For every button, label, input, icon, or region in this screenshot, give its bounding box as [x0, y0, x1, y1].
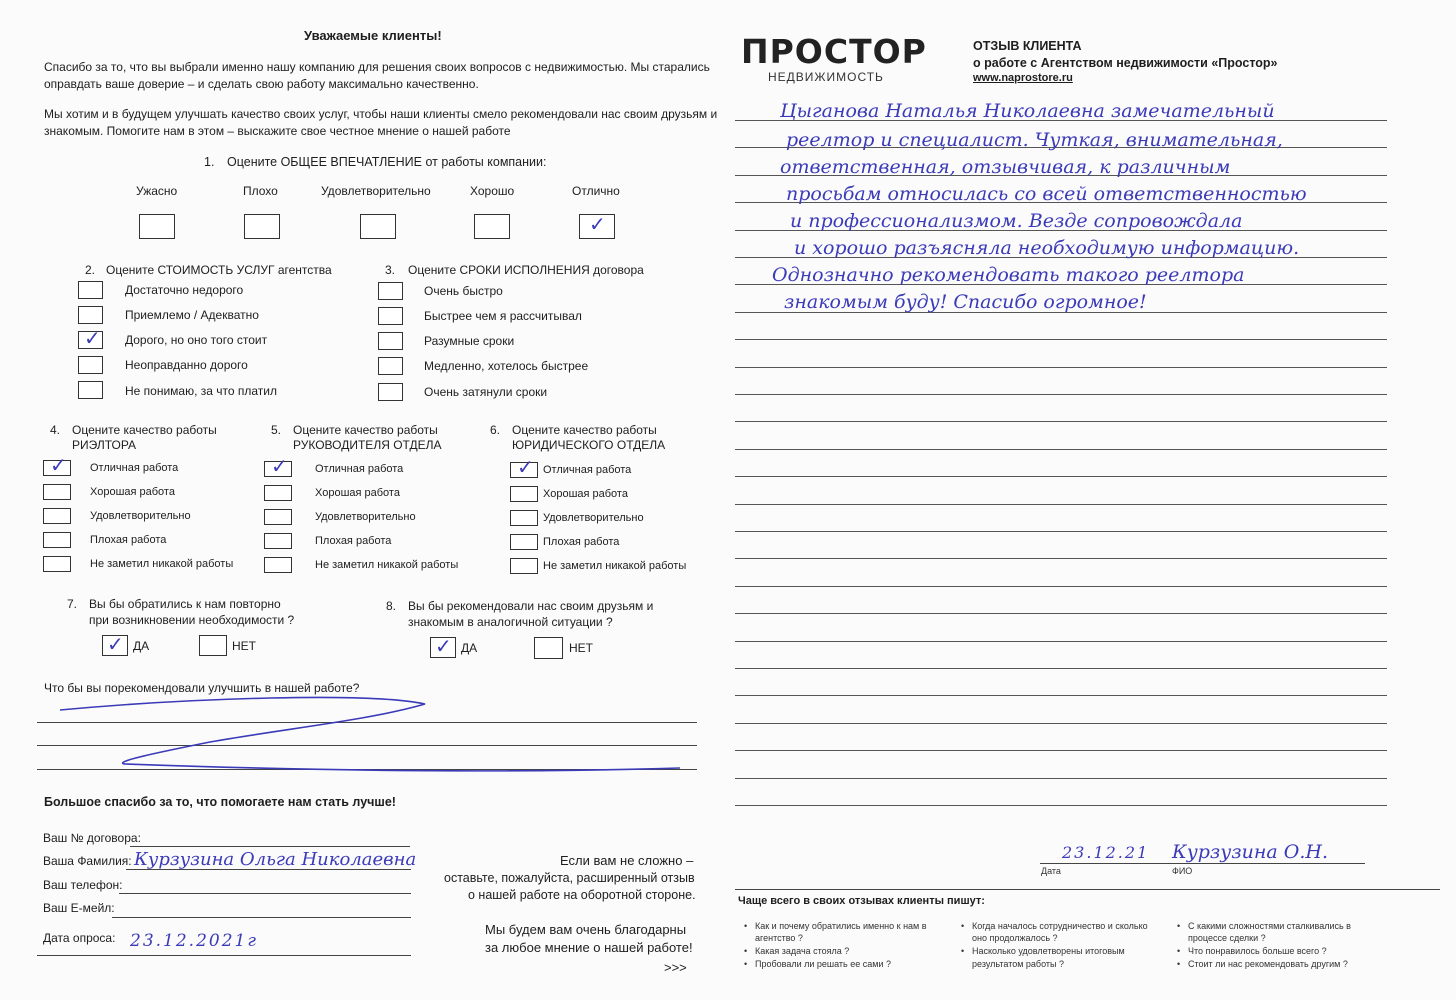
- review-rule-line[interactable]: [735, 641, 1387, 642]
- often-col1-3: Какая задача стояла ?: [755, 946, 850, 956]
- bullet-icon: •: [744, 946, 748, 956]
- date-field[interactable]: [37, 955, 411, 956]
- q8-no-checkbox[interactable]: [534, 637, 563, 659]
- q2-checkbox-4[interactable]: [78, 356, 103, 374]
- review-line-1: Цыганова Наталья Николаевна замечательный: [780, 100, 1275, 122]
- often-col1-4: Пробовали ли решать ее сами ?: [755, 959, 891, 969]
- date-handwritten: 23.12.2021г: [130, 931, 258, 951]
- often-col3-2: процессе сделки ?: [1188, 933, 1266, 943]
- q8-yes-label: ДА: [461, 641, 478, 655]
- review-line-4: просьбам относилась со всей ответственностью: [786, 183, 1307, 205]
- q7-line2: при возникновении необходимости ?: [89, 613, 295, 627]
- q6-option-3: Удовлетворительно: [543, 512, 644, 524]
- q8-no-label: НЕТ: [569, 641, 593, 655]
- review-rule-line[interactable]: [735, 476, 1387, 477]
- contract-field[interactable]: [130, 846, 410, 847]
- q2-text: Оцените СТОИМОСТЬ УСЛУГ агентства: [106, 263, 332, 277]
- grateful-line1: Мы будем вам очень благодарны: [485, 922, 687, 937]
- q4-check-mark-icon: ✓: [50, 453, 67, 477]
- q2-option-2: Приемлемо / Адекватно: [125, 308, 259, 322]
- q5-option-4: Плохая работа: [315, 535, 392, 547]
- q4-checkbox-5[interactable]: [43, 556, 71, 572]
- side-note-line3: о нашей работе на оборотной стороне.: [468, 888, 696, 902]
- review-line-6: и хорошо разъясняла необходимую информацию.: [794, 237, 1300, 259]
- q4-option-5: Не заметил никакой работы: [90, 558, 234, 570]
- q3-option-2: Быстрее чем я рассчитывал: [424, 309, 582, 323]
- q3-checkbox-1[interactable]: [378, 282, 403, 300]
- q4-option-3: Удовлетворительно: [90, 510, 191, 522]
- bullet-icon: •: [744, 921, 748, 931]
- q8-number: 8.: [386, 599, 397, 613]
- q2-checkbox-2[interactable]: [78, 306, 103, 324]
- q1-checkbox-1[interactable]: [139, 214, 175, 239]
- bullet-icon: •: [961, 921, 965, 931]
- q6-option-2: Хорошая работа: [543, 488, 628, 500]
- review-rule-line[interactable]: [735, 805, 1387, 806]
- review-line-5: и профессионализмом. Везде сопровождала: [790, 210, 1243, 232]
- bullet-icon: •: [744, 959, 748, 969]
- phone-label: Ваш телефон:: [43, 878, 123, 892]
- strike-through-scribble-icon: [40, 690, 700, 780]
- arrows: >>>: [664, 960, 687, 975]
- often-col2-1: Когда началось сотрудничество и сколько: [972, 921, 1148, 931]
- q2-option-4: Неоправданно дорого: [125, 358, 248, 372]
- q2-option-1: Достаточно недорого: [125, 283, 244, 297]
- intro2-line1: Мы хотим и в будущем улучшать качество своих услуг, чтобы наши клиенты смело рекомендовали нас своим друзьям и: [44, 107, 718, 121]
- review-rule-line[interactable]: [735, 531, 1387, 532]
- logo-sub: НЕДВИЖИМОСТЬ: [768, 70, 884, 84]
- q6-checkbox-2[interactable]: [510, 486, 538, 502]
- q6-option-1: Отличная работа: [543, 464, 632, 476]
- often-col3-3: Что понравилось больше всего ?: [1188, 946, 1327, 956]
- q5-checkbox-3[interactable]: [264, 509, 292, 525]
- review-line-8: знакомым буду! Спасибо огромное!: [784, 291, 1147, 313]
- often-col2-3: Насколько удовлетворены итоговым: [972, 946, 1125, 956]
- review-line-3: ответственная, отзывчивая, к различным: [780, 156, 1231, 178]
- thanks-text: Большое спасибо за то, что помогаете нам стать лучше!: [44, 795, 396, 809]
- date-label: Дата опроса:: [43, 931, 116, 945]
- surname-label: Ваша Фамилия:: [43, 854, 132, 868]
- q8-line2: знакомым в аналогичной ситуации ?: [408, 615, 613, 629]
- q3-option-4: Медленно, хотелось быстрее: [424, 359, 589, 373]
- review-rule-line[interactable]: [735, 750, 1387, 751]
- q6-option-4: Плохая работа: [543, 536, 620, 548]
- often-col3-4: Стоит ли нас рекомендовать другим ?: [1188, 959, 1348, 969]
- q1-option-3: Удовлетворительно: [321, 184, 431, 198]
- review-rule-line[interactable]: [735, 695, 1387, 696]
- often-col3-1: С какими сложностями сталкивались в: [1188, 921, 1351, 931]
- q1-text: Оцените ОБЩЕЕ ВПЕЧАТЛЕНИЕ от работы компании:: [227, 155, 547, 169]
- q2-check-mark-icon: ✓: [84, 326, 101, 350]
- intro1-line1: Спасибо за то, что вы выбрали именно нашу компанию для решения своих вопросов с недвижимостью. Мы старались: [44, 60, 710, 74]
- fio-caption: ФИО: [1172, 866, 1193, 876]
- surname-handwritten: Курзузина Ольга Николаевна: [134, 849, 417, 870]
- often-col2-4: результатом работы ?: [972, 959, 1064, 969]
- q4-option-4: Плохая работа: [90, 534, 167, 546]
- q6-line2: ЮРИДИЧЕСКОГО ОТДЕЛА: [512, 438, 666, 452]
- q1-option-5: Отлично: [572, 184, 620, 198]
- review-rule-line[interactable]: [735, 613, 1387, 614]
- q8-line1: Вы бы рекомендовали нас своим друзьям и: [408, 599, 654, 613]
- review-rule-line[interactable]: [735, 586, 1387, 587]
- review-line-7: Однозначно рекомендовать такого реелтора: [772, 264, 1245, 286]
- sign-name: Курзузина О.Н.: [1172, 841, 1328, 863]
- q4-line2: РИЭЛТОРА: [72, 438, 137, 452]
- review-rule-line[interactable]: [735, 394, 1387, 395]
- q4-line1: Оцените качество работы: [72, 423, 217, 437]
- q3-option-1: Очень быстро: [424, 284, 503, 298]
- q4-checkbox-2[interactable]: [43, 484, 71, 500]
- logo: [741, 32, 927, 71]
- phone-field[interactable]: [119, 893, 411, 894]
- side-note-line2: оставьте, пожалуйста, расширенный отзыв: [444, 871, 695, 885]
- review-rule-line[interactable]: [735, 367, 1387, 368]
- often-col2-2: оно продолжалось ?: [972, 933, 1058, 943]
- q5-check-mark-icon: ✓: [271, 454, 288, 478]
- q4-option-1: Отличная работа: [90, 462, 179, 474]
- review-rule-line[interactable]: [735, 558, 1387, 559]
- q6-checkbox-4[interactable]: [510, 534, 538, 550]
- contract-label: Ваш № договора:: [43, 831, 141, 845]
- q7-number: 7.: [67, 597, 78, 611]
- q1-checkbox-2[interactable]: [244, 214, 280, 239]
- signature-line[interactable]: [1040, 863, 1365, 864]
- q1-option-2: Плохо: [243, 184, 278, 198]
- q5-number: 5.: [271, 423, 282, 437]
- q5-checkbox-4[interactable]: [264, 533, 292, 549]
- often-title: Чаще всего в своих отзывах клиенты пишут:: [738, 895, 985, 907]
- review-rule-line[interactable]: [735, 449, 1387, 450]
- header-title: ОТЗЫВ КЛИЕНТА: [973, 39, 1082, 53]
- q7-no-checkbox[interactable]: [199, 635, 227, 656]
- q6-option-5: Не заметил никакой работы: [543, 560, 687, 572]
- q5-checkbox-2[interactable]: [264, 485, 292, 501]
- q1-option-1: Ужасно: [136, 184, 178, 198]
- q7-check-mark-icon: ✓: [107, 632, 124, 656]
- q1-option-4: Хорошо: [470, 184, 515, 198]
- q7-no-label: НЕТ: [232, 639, 256, 653]
- q5-option-3: Удовлетворительно: [315, 511, 416, 523]
- sign-date: 23.12.21: [1062, 843, 1150, 862]
- q1-checkbox-3[interactable]: [360, 214, 396, 239]
- q3-option-5: Очень затянули сроки: [424, 385, 548, 399]
- left-title: Уважаемые клиенты!: [304, 28, 442, 43]
- q3-text: Оцените СРОКИ ИСПОЛНЕНИЯ договора: [408, 263, 644, 277]
- q3-checkbox-3[interactable]: [378, 332, 403, 350]
- q2-checkbox-1[interactable]: [78, 281, 103, 299]
- q5-line2: РУКОВОДИТЕЛЯ ОТДЕЛА: [293, 438, 442, 452]
- footer-divider: [735, 889, 1440, 890]
- email-field[interactable]: [112, 917, 411, 918]
- q6-checkbox-5[interactable]: [510, 558, 538, 574]
- review-line-2: реелтор и специалист. Чуткая, внимательная,: [786, 129, 1283, 151]
- header-url[interactable]: www.naprostore.ru: [973, 72, 1073, 84]
- q3-number: 3.: [385, 263, 396, 277]
- q6-line1: Оцените качество работы: [512, 423, 657, 437]
- q4-option-2: Хорошая работа: [90, 486, 175, 498]
- review-rule-line[interactable]: [735, 778, 1387, 779]
- q3-option-3: Разумные сроки: [424, 334, 515, 348]
- bullet-icon: •: [961, 946, 965, 956]
- improve-label: Что бы вы порекомендовали улучшить в нашей работе?: [44, 681, 360, 695]
- q5-option-5: Не заметил никакой работы: [315, 559, 459, 571]
- email-label: Ваш E-мейл:: [43, 901, 115, 915]
- q7-line1: Вы бы обратились к нам повторно: [89, 597, 281, 611]
- review-rule-line[interactable]: [735, 504, 1387, 505]
- q5-line1: Оцените качество работы: [293, 423, 438, 437]
- review-rule-line[interactable]: [735, 421, 1387, 422]
- q1-checkbox-4[interactable]: [474, 214, 510, 239]
- review-rule-line[interactable]: [735, 723, 1387, 724]
- intro2-line2: знакомым. Помогите нам в этом – выскажите свое честное мнение о нашей работе: [44, 124, 511, 138]
- q2-number: 2.: [85, 263, 96, 277]
- q6-checkbox-3[interactable]: [510, 510, 538, 526]
- q3-checkbox-2[interactable]: [378, 307, 403, 325]
- q4-number: 4.: [50, 423, 61, 437]
- q3-checkbox-4[interactable]: [378, 357, 403, 375]
- review-rule-line[interactable]: [735, 668, 1387, 669]
- q3-checkbox-5[interactable]: [378, 383, 403, 401]
- q1-check-mark-icon: ✓: [589, 212, 606, 236]
- grateful-line2: за любое мнение о нашей работе!: [485, 940, 693, 955]
- q2-option-3: Дорого, но оно того стоит: [125, 333, 268, 347]
- bullet-icon: •: [1177, 921, 1181, 931]
- date-caption: Дата: [1041, 866, 1061, 876]
- q8-check-mark-icon: ✓: [435, 634, 452, 658]
- logo-main: ПРОСТОР: [741, 32, 927, 71]
- q5-option-2: Хорошая работа: [315, 487, 400, 499]
- q6-number: 6.: [490, 423, 501, 437]
- q5-option-1: Отличная работа: [315, 463, 404, 475]
- q6-check-mark-icon: ✓: [517, 455, 534, 479]
- q2-checkbox-5[interactable]: [78, 381, 103, 399]
- q7-yes-label: ДА: [133, 639, 150, 653]
- often-col1-1: Как и почему обратились именно к нам в: [755, 921, 927, 931]
- review-rule-line[interactable]: [735, 339, 1387, 340]
- header-sub: о работе с Агентством недвижимости «Простор»: [973, 56, 1278, 70]
- side-note-title: Если вам не сложно –: [560, 853, 694, 868]
- bullet-icon: •: [1177, 959, 1181, 969]
- q1-number: 1.: [204, 155, 215, 169]
- q2-option-5: Не понимаю, за что платил: [125, 384, 278, 398]
- intro1-line2: оправдать ваше доверие – и сделать свою работу максимально качественно.: [44, 77, 479, 91]
- q4-checkbox-4[interactable]: [43, 532, 71, 548]
- q4-checkbox-3[interactable]: [43, 508, 71, 524]
- bullet-icon: •: [1177, 946, 1181, 956]
- often-col1-2: агентство ?: [755, 933, 803, 943]
- q5-checkbox-5[interactable]: [264, 557, 292, 573]
